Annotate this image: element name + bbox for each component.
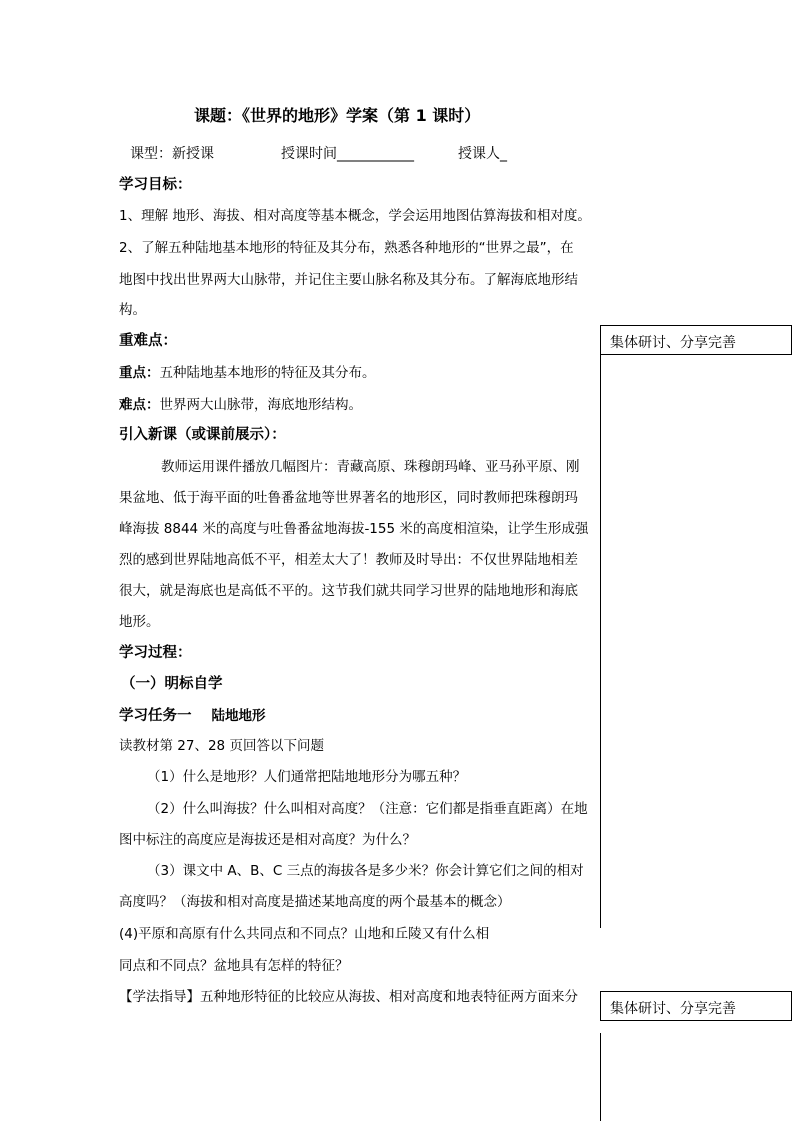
- study-guide: [119, 989, 578, 1005]
- question-1: （1）什么是地形？人们通常把陆地地形分为哪五种？: [147, 769, 467, 785]
- margin-divider-2: [600, 1033, 601, 1121]
- key-label: 重点：: [119, 365, 160, 381]
- intro-line: 教师运用课件播放几幅图片：青藏高原、珠穆朗玛峰、亚马孙平原、刚: [161, 459, 580, 475]
- question-3-cont: 高度吗？（海拔和相对高度是描述某地高度的两个最基本的概念）: [119, 894, 511, 910]
- page-title: 课题：《世界的地形》学案（第 1 课时）: [194, 106, 481, 125]
- teacher: 授课人_: [458, 146, 507, 162]
- read-instruction: 读教材第 27、28 页回答以下问题: [119, 738, 324, 754]
- discussion-box-1: [600, 325, 792, 355]
- goals-heading: 学习目标：: [119, 177, 192, 193]
- task-label: 学习任务一: [119, 708, 192, 724]
- key-text: 五种陆地基本地形的特征及其分布。: [159, 365, 376, 381]
- goal-line: 地图中找出世界两大山脉带，并记住主要山脉名称及其分布。了解海底地形结: [119, 272, 578, 288]
- goal-line: 1、理解 地形、海拔、相对高度等基本概念，学会运用地图估算海拔和相对度。: [119, 208, 591, 224]
- discussion-label-2: 集体研讨、分享完善: [610, 1001, 736, 1017]
- task-heading: [119, 708, 266, 724]
- intro-heading: 引入新课（或课前展示）：: [119, 427, 286, 443]
- key-point: [119, 365, 376, 381]
- lesson-time: 授课时间___________: [281, 146, 414, 162]
- intro-line: 果盆地、低于海平面的吐鲁番盆地等世界著名的地形区，同时教师把珠穆朗玛: [119, 490, 578, 506]
- process-section: （一）明标自学: [121, 676, 223, 692]
- question-2-cont: 图中标注的高度应是海拔还是相对高度？为什么？: [119, 832, 416, 848]
- hard-text: 世界两大山脉带，海底地形结构。: [159, 397, 362, 413]
- process-heading: 学习过程：: [119, 645, 192, 661]
- goal-line: 2、了解五种陆地基本地形的特征及其分布，熟悉各种地形的“世界之最”，在: [119, 240, 574, 256]
- intro-line: 很大，就是海底也是高低不平的。这节我们就共同学习世界的陆地地形和海底: [119, 583, 578, 599]
- keypoints-heading: 重难点：: [119, 333, 177, 349]
- intro-line: 地形。: [119, 614, 160, 630]
- discussion-box-2: [600, 991, 792, 1021]
- guide-label: 【学法指导】: [119, 989, 200, 1005]
- discussion-label-1: 集体研讨、分享完善: [610, 335, 736, 351]
- task-title: 陆地地形: [211, 708, 266, 724]
- guide-text: 五种地形特征的比较应从海拔、相对高度和地表特征两方面来分: [200, 989, 578, 1005]
- margin-divider-1: [600, 355, 601, 928]
- question-4: (4)平原和高原有什么共同点和不同点？山地和丘陵又有什么相: [119, 926, 490, 942]
- hard-point: [119, 397, 362, 413]
- question-4-cont: 同点和不同点？盆地具有怎样的特征？: [119, 958, 349, 974]
- intro-line: 峰海拔 8844 米的高度与吐鲁番盆地海拔-155 米的高度相渲染，让学生形成强: [119, 521, 589, 537]
- question-3: （3）课文中 A、B、C 三点的海拔各是多少米？你会计算它们之间的相对: [147, 863, 584, 879]
- hard-label: 难点：: [119, 397, 160, 413]
- lesson-type: 课型：新授课: [130, 146, 214, 162]
- question-2: （2）什么叫海拔？什么叫相对高度？（注意：它们都是指垂直距离）在地: [147, 801, 588, 817]
- goal-line: 构。: [119, 302, 146, 318]
- intro-line: 烈的感到世界陆地高低不平，相差太大了！教师及时导出：不仅世界陆地相差: [119, 552, 578, 568]
